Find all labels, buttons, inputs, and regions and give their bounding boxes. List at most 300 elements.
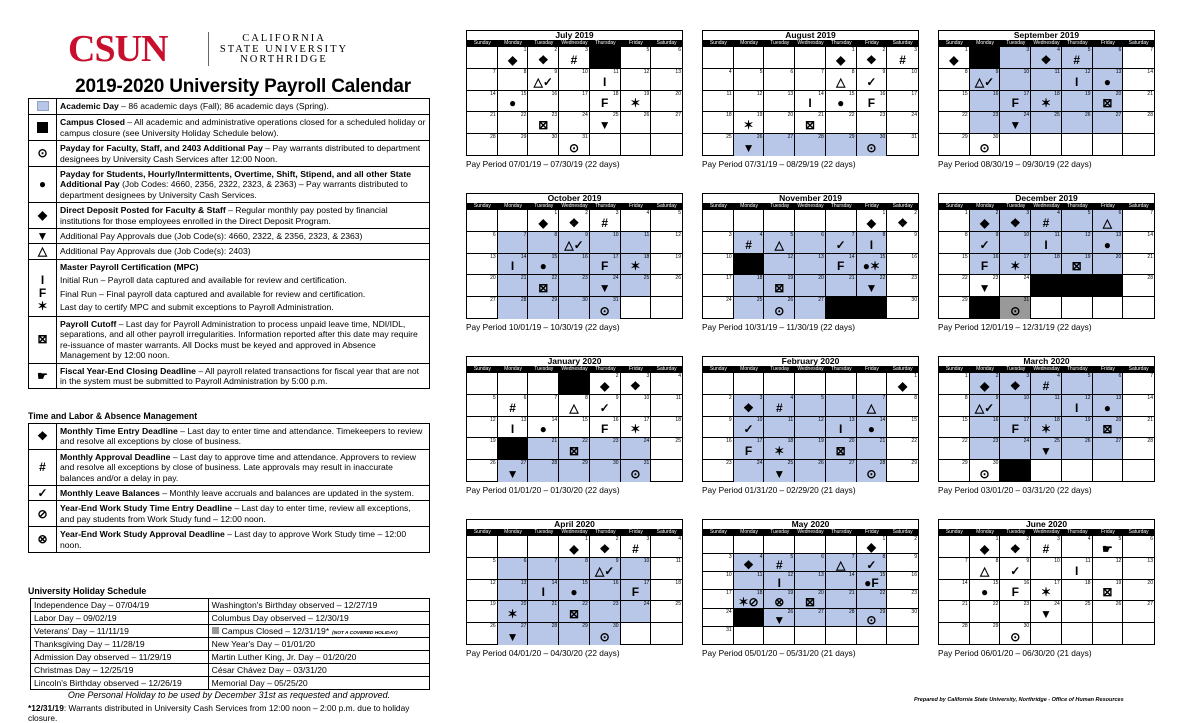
day-cell [970, 297, 1001, 319]
legend-symbol: ⊗ [29, 527, 57, 553]
warrant-note [28, 703, 430, 723]
weekday-label: Monday [976, 40, 994, 46]
day-symbols: # [899, 52, 906, 67]
day-number: 24 [582, 112, 588, 119]
day-cell [734, 275, 765, 297]
day-cell [498, 417, 529, 439]
day-grid [703, 373, 918, 482]
day-cell [1123, 91, 1154, 113]
day-cell [887, 275, 918, 297]
month-frame [702, 519, 919, 645]
day-cell [1093, 210, 1124, 232]
weekday-label: Saturday [1128, 366, 1149, 372]
day-symbols: ◆ [898, 378, 908, 393]
holiday-row [31, 612, 430, 625]
day-cell [651, 601, 682, 623]
day-number: 16 [992, 416, 999, 423]
month-calendar [702, 519, 919, 659]
campus-closed-swatch [37, 122, 48, 133]
day-number: 25 [675, 438, 681, 445]
day-number: 29 [992, 623, 999, 630]
day-cell [590, 438, 621, 460]
day-number: 11 [1054, 231, 1060, 238]
weekday-label: Thursday [1066, 366, 1088, 372]
weekday-label: Friday [1101, 366, 1115, 372]
legend-symbol: ⊙ [29, 141, 57, 167]
day-number: 1 [554, 210, 558, 216]
day-cell [1123, 395, 1154, 417]
day-number: 5 [492, 394, 496, 401]
day-symbols: ● [508, 96, 517, 111]
day-cell [1000, 558, 1031, 580]
day-number: 12 [1085, 394, 1091, 401]
weekday-label: Tuesday [770, 366, 790, 372]
day-number: 21 [818, 112, 824, 119]
day-cell [734, 554, 765, 572]
day-cell [1062, 297, 1093, 319]
day-symbols: ◆ [949, 52, 959, 67]
day-number: 5 [1118, 536, 1122, 542]
holiday-cell: Thanksgiving Day – 11/28/19 [31, 638, 209, 651]
day-cell [887, 210, 918, 232]
day-symbols: ▼ [598, 118, 611, 133]
day-cell [1062, 47, 1093, 69]
day-symbols: ⊙ [774, 303, 785, 318]
day-number: 12 [756, 90, 763, 97]
weekday-label: Wednesday [561, 529, 588, 535]
day-cell [1062, 210, 1093, 232]
legend-symbol [29, 115, 57, 141]
day-cell [498, 275, 529, 297]
day-cell [621, 601, 652, 623]
day-number: 15 [520, 90, 527, 97]
day-cell [498, 254, 529, 276]
legend-row [29, 141, 430, 167]
weekday-label: Sunday [945, 203, 963, 209]
day-number: 8 [882, 554, 886, 561]
day-cell [528, 47, 559, 69]
weekday-label: Monday [740, 529, 758, 535]
legend-row [29, 316, 430, 363]
day-cell [887, 373, 918, 395]
day-cell [559, 69, 590, 91]
day-number: 26 [643, 112, 650, 119]
day-symbols: # [601, 215, 609, 230]
day-cell [498, 623, 529, 645]
month-frame [466, 193, 683, 319]
day-cell [467, 275, 498, 297]
weekday-header [939, 366, 1154, 373]
day-cell [703, 572, 734, 590]
day-cell [498, 395, 529, 417]
day-symbols: I [1044, 237, 1048, 252]
day-number: 3 [1026, 373, 1030, 379]
holiday-cell: Veterans' Day – 11/11/19 [31, 625, 209, 638]
day-symbols: ⊠ [538, 118, 549, 133]
day-number: 10 [582, 68, 588, 75]
legend-term: Payday for Students, Hourly/Intermittents, Overtime, Shift, Stipend, and all other State Additional Pay [60, 169, 411, 190]
day-cell [734, 572, 765, 590]
day-number: 20 [1115, 253, 1122, 260]
day-cell [970, 210, 1001, 232]
day-cell [764, 554, 795, 572]
day-cell [1093, 417, 1124, 439]
day-cell [939, 373, 970, 395]
day-symbols: ❖ [897, 215, 909, 230]
day-number: 14 [879, 416, 886, 423]
day-cell [703, 232, 734, 254]
day-cell [970, 460, 1001, 482]
day-number: 22 [992, 601, 999, 608]
legend-term: Monthly Leave Balances [60, 488, 160, 499]
day-cell [1093, 297, 1124, 319]
day-cell [1031, 91, 1062, 113]
day-cell [559, 417, 590, 439]
day-number: 21 [520, 275, 527, 282]
day-number: 2 [728, 394, 732, 401]
day-number: 17 [726, 275, 732, 282]
month-title: October 2019 [547, 193, 602, 203]
day-cell [826, 590, 857, 608]
month-title: September 2019 [1013, 30, 1080, 40]
logo-divider [208, 32, 209, 66]
day-cell [764, 590, 795, 608]
day-cell [1031, 232, 1062, 254]
day-symbols: ❖ [743, 400, 754, 415]
day-cell [590, 601, 621, 623]
day-cell [857, 134, 888, 156]
day-cell [795, 47, 826, 69]
day-number: 1 [995, 536, 999, 542]
day-cell [1000, 438, 1031, 460]
day-cell [559, 275, 590, 297]
day-symbols: △ [1102, 215, 1113, 230]
day-cell [764, 373, 795, 395]
day-symbols: ▼ [506, 466, 519, 481]
day-number: 28 [551, 623, 558, 630]
day-cell [621, 558, 652, 580]
day-cell [857, 438, 888, 460]
day-cell [590, 297, 621, 319]
day-cell [467, 558, 498, 580]
day-cell [621, 460, 652, 482]
legend-text: – Last day for Payroll Administration to process unpaid leave time, NDI/IDL, separations, and all other payroll irregularities. Information reported after this date may require re-issuance of master warrants. All Docks must be keyed and approved in Absence Management by 12:00 noon. [60, 318, 418, 361]
day-cell [1123, 297, 1154, 319]
day-number: 7 [821, 68, 824, 75]
day-cell [826, 69, 857, 91]
day-cell [703, 69, 734, 91]
day-number: 20 [1147, 579, 1153, 586]
weekday-label: Monday [740, 203, 758, 209]
day-cell [1093, 580, 1124, 602]
day-number: 7 [523, 231, 527, 238]
day-number: 17 [1054, 579, 1060, 586]
weekday-label: Saturday [892, 366, 913, 372]
day-cell [590, 47, 621, 69]
day-cell [887, 297, 918, 319]
day-cell [970, 623, 1001, 645]
prepared-by: Prepared by California State University, Northridge - Office of Human Resources [914, 697, 1124, 703]
day-number: 30 [613, 623, 619, 630]
day-symbols: ❖ [1009, 378, 1021, 393]
day-cell [1062, 232, 1093, 254]
day-number: 15 [962, 253, 968, 260]
day-cell [826, 254, 857, 276]
day-cell [1093, 254, 1124, 276]
day-number: 7 [554, 557, 558, 564]
weekday-label: Thursday [594, 203, 616, 209]
day-cell [528, 134, 559, 156]
day-cell [1093, 232, 1124, 254]
day-number: 6 [1118, 47, 1122, 53]
day-grid [703, 536, 918, 645]
day-number: 6 [790, 68, 794, 75]
day-cell [559, 210, 590, 232]
day-grid [467, 536, 682, 645]
day-cell [528, 112, 559, 134]
legend-term: Academic Day [60, 101, 119, 111]
day-cell [1062, 69, 1093, 91]
time-section-title: Time and Labor & Absence Management [28, 411, 198, 421]
day-number: 8 [995, 557, 999, 564]
day-cell [528, 438, 559, 460]
day-number: 17 [911, 90, 917, 97]
weekday-label: Monday [976, 203, 994, 209]
day-symbols: ◆ [979, 215, 990, 230]
day-symbols: ● [980, 585, 989, 600]
weekday-label: Thursday [594, 529, 616, 535]
day-symbols: F [631, 585, 640, 600]
day-cell [1000, 536, 1031, 558]
day-cell [528, 297, 559, 319]
day-number: 13 [1115, 231, 1122, 238]
day-symbols: ⊠ [568, 607, 580, 622]
day-number: 8 [914, 394, 917, 401]
month-frame [938, 356, 1155, 482]
day-cell [764, 609, 795, 627]
day-cell [703, 395, 734, 417]
day-cell [703, 460, 734, 482]
day-cell [970, 91, 1001, 113]
holiday-text: Campus Closed – 12/31/19* [221, 626, 330, 636]
day-cell [559, 460, 590, 482]
day-number: 16 [613, 416, 619, 423]
day-cell [703, 47, 734, 69]
day-number: 10 [726, 253, 732, 260]
weekday-label: Wednesday [797, 40, 824, 46]
day-number: 24 [613, 275, 619, 282]
day-cell [887, 536, 918, 554]
day-number: 15 [962, 90, 968, 97]
day-number: 31 [582, 134, 588, 141]
day-cell [1093, 536, 1124, 558]
day-number: 13 [1115, 394, 1122, 401]
day-number: 10 [1023, 231, 1030, 238]
day-number: 17 [1023, 90, 1030, 97]
day-symbols: ❖ [568, 215, 580, 230]
day-symbols: ◆ [569, 541, 579, 556]
legend-row [29, 259, 430, 316]
pay-period: Pay Period 05/01/20 – 05/31/20 (21 days) [702, 648, 856, 658]
day-cell [795, 572, 826, 590]
weekday-label: Tuesday [1006, 203, 1026, 209]
day-number: 6 [821, 554, 824, 561]
weekday-label: Thursday [830, 366, 852, 372]
day-number: 17 [613, 253, 619, 260]
day-number: 19 [1085, 90, 1091, 97]
day-number: 1 [964, 47, 968, 53]
day-cell [467, 112, 498, 134]
day-cell [1123, 623, 1154, 645]
month-frame [702, 356, 919, 482]
logo-line3: NORTHRIDGE [240, 54, 328, 65]
day-symbols: F [837, 259, 845, 274]
day-symbols: △ [836, 74, 846, 89]
day-number: 9 [882, 68, 886, 75]
day-cell [467, 580, 498, 602]
day-number: 27 [849, 460, 855, 467]
day-symbols: ▼ [1009, 118, 1022, 133]
day-grid [703, 210, 918, 319]
holiday-cell: New Year's Day – 01/01/20 [208, 638, 429, 651]
day-cell [795, 91, 826, 113]
day-number: 30 [992, 297, 999, 304]
day-number: 9 [554, 68, 558, 75]
day-number: 17 [643, 416, 650, 423]
weekday-label: Monday [504, 40, 522, 46]
day-cell [970, 438, 1001, 460]
day-number: 13 [1147, 557, 1153, 564]
day-cell [939, 580, 970, 602]
pay-period: Pay Period 07/01/19 – 07/30/19 (22 days) [466, 159, 620, 169]
day-number: 28 [849, 297, 855, 304]
day-symbols: ✓ [866, 558, 877, 573]
day-cell [1031, 395, 1062, 417]
day-number: 18 [613, 90, 619, 97]
day-number: 30 [992, 460, 999, 467]
day-number: 28 [1147, 438, 1153, 445]
day-cell [887, 395, 918, 417]
day-number: 2 [615, 373, 619, 379]
day-cell [1062, 623, 1093, 645]
day-number: 3 [585, 47, 588, 53]
weekday-label: Friday [865, 366, 879, 372]
day-cell [1031, 558, 1062, 580]
day-cell [826, 609, 857, 627]
day-number: 12 [1085, 68, 1091, 75]
day-cell [970, 536, 1001, 558]
weekday-label: Thursday [830, 529, 852, 535]
day-cell [795, 297, 826, 319]
weekday-label: Tuesday [770, 529, 790, 535]
day-number: 8 [585, 394, 588, 401]
time-legend-table [28, 423, 430, 553]
day-cell [559, 232, 590, 254]
day-cell [590, 558, 621, 580]
day-number: 25 [756, 297, 763, 304]
day-number: 18 [756, 590, 763, 597]
day-cell [939, 601, 970, 623]
day-cell [1123, 254, 1154, 276]
day-cell [1000, 232, 1031, 254]
day-cell [559, 580, 590, 602]
holiday-row [31, 638, 430, 651]
day-cell [1123, 210, 1154, 232]
legend-row [29, 229, 430, 244]
weekday-label: Tuesday [534, 203, 554, 209]
day-cell [703, 590, 734, 608]
legend-row [29, 449, 430, 485]
day-cell [857, 69, 888, 91]
day-symbols: △ [866, 400, 877, 415]
day-symbols: ✶ [1040, 585, 1052, 600]
day-number: 3 [728, 554, 732, 561]
day-symbols: F [1011, 422, 1019, 437]
weekday-label: Wednesday [797, 366, 824, 372]
day-cell [590, 232, 621, 254]
day-cell [857, 554, 888, 572]
legend-term: Monthly Approval Deadline [60, 451, 171, 462]
day-number: 6 [678, 47, 681, 53]
day-symbols: ⊙ [568, 140, 580, 155]
day-cell [621, 69, 652, 91]
day-number: 29 [879, 297, 886, 304]
day-cell [498, 558, 529, 580]
weekday-label: Sunday [473, 529, 491, 535]
day-number: 24 [1023, 275, 1030, 282]
day-symbols: ● [1103, 400, 1112, 415]
day-cell [887, 554, 918, 572]
day-cell [528, 69, 559, 91]
day-symbols: F [744, 444, 753, 459]
day-number: 13 [520, 579, 527, 586]
day-cell [734, 609, 765, 627]
day-symbols: ✓ [743, 422, 754, 437]
day-number: 19 [490, 601, 496, 608]
day-cell [498, 210, 529, 232]
day-cell [1062, 373, 1093, 395]
day-number: 17 [582, 90, 588, 97]
month-frame [466, 30, 683, 156]
day-cell [764, 297, 795, 319]
day-grid [939, 210, 1154, 319]
pay-period: Pay Period 01/31/20 – 02/29/20 (21 days) [702, 485, 856, 495]
day-number: 15 [551, 253, 558, 260]
day-cell [590, 373, 621, 395]
day-number: 1 [851, 47, 855, 53]
day-number: 9 [995, 394, 999, 401]
weekday-label: Friday [1101, 40, 1115, 46]
day-symbols: ◆ [600, 378, 610, 393]
weekday-header [939, 40, 1154, 47]
day-cell [1000, 460, 1031, 482]
day-number: 29 [520, 134, 527, 141]
day-number: 19 [1085, 416, 1091, 423]
day-symbols: ● [1103, 74, 1112, 89]
day-cell [970, 47, 1001, 69]
day-cell [826, 572, 857, 590]
day-number: 17 [1023, 416, 1030, 423]
logo-line1: CALIFORNIA [242, 33, 326, 44]
day-cell [939, 69, 970, 91]
day-number: 26 [756, 134, 763, 141]
weekday-header [939, 203, 1154, 210]
day-cell [651, 210, 682, 232]
day-number: 25 [643, 275, 650, 282]
day-number: 29 [962, 297, 968, 304]
day-number: 27 [675, 112, 681, 119]
legend-row [29, 527, 430, 553]
